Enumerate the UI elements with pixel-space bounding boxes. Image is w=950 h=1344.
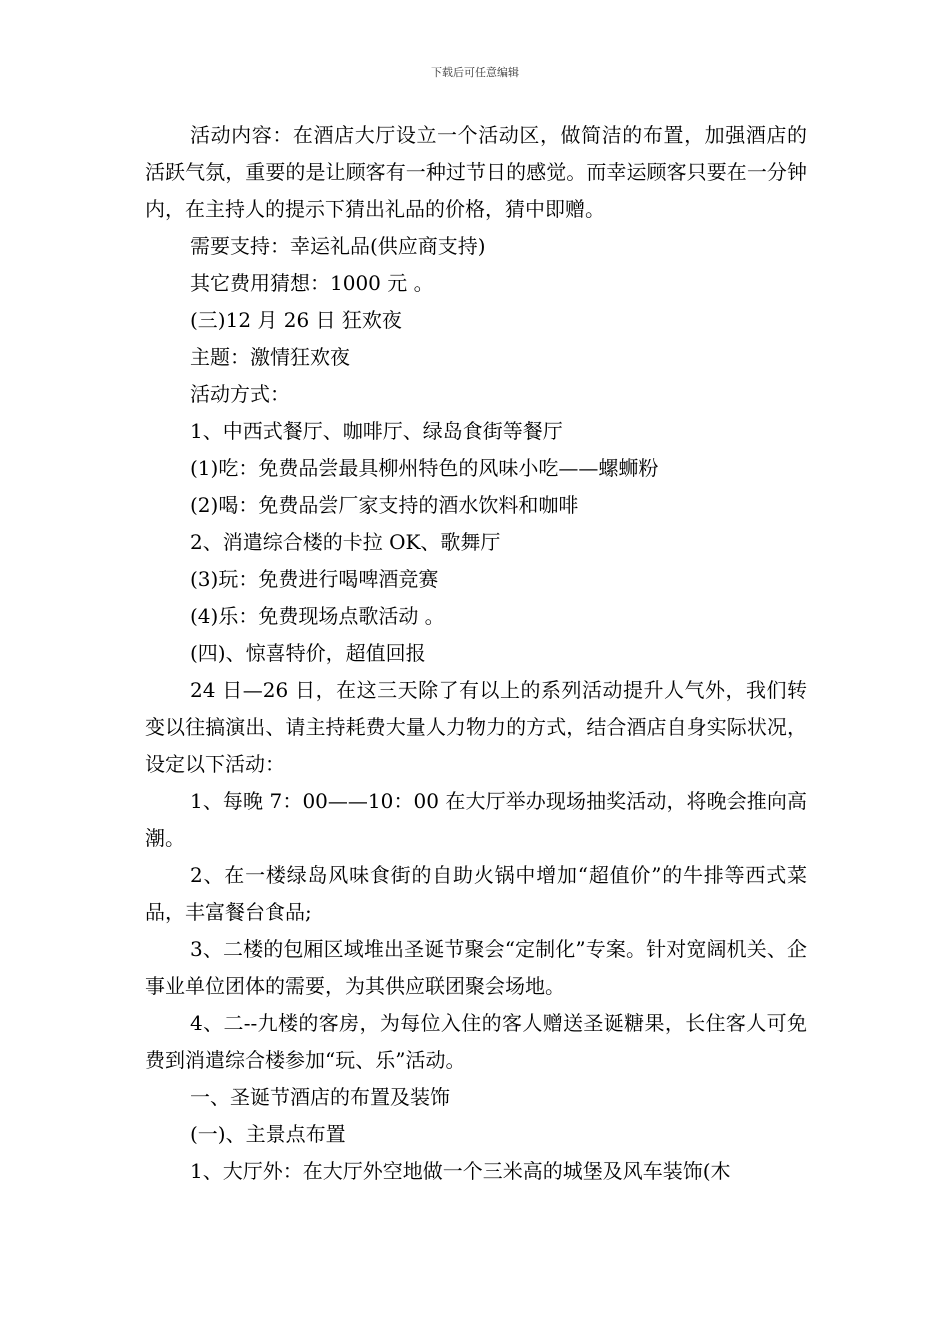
section-heading-main-scene: (一)、主景点布置 <box>190 1122 346 1146</box>
list-item-restaurants: 1、中西式餐厅、咖啡厅、绿岛食街等餐厅 <box>190 419 563 443</box>
paragraph-activity-content: 活动内容：在酒店大厅设立一个活动区，做简洁的布置，加强酒店的活跃气氛，重要的是让顾客有一种过节日的感觉。而幸运顾客只要在一分钟内，在主持人的提示下猜出礼品的价格，猜中即赠。 <box>145 123 807 221</box>
section-heading-carnival-night: (三)12 月 26 日 狂欢夜 <box>190 308 402 332</box>
paragraph-three-days: 24 日—26 日，在这三天除了有以上的系列活动提升人气外，我们转变以往搞演出、请主持耗费大量人力物力的方式，结合酒店自身实际状况，设定以下活动： <box>145 678 807 776</box>
list-item-lobby-exterior: 1、大厅外：在大厅外空地做一个三米高的城堡及风车装饰(木 <box>190 1159 731 1183</box>
list-item-nightly-lottery: 1、每晚 7：00——10：00 在大厅举办现场抽奖活动，将晚会推向高潮。 <box>145 789 807 850</box>
document-body <box>145 117 807 1190</box>
list-item-entertainment-building: 2、消遣综合楼的卡拉 OK、歌舞厅 <box>190 530 501 554</box>
page-header: 下载后可任意编辑 <box>431 66 519 79</box>
paragraph-other-costs: 其它费用猜想：1000 元 。 <box>190 271 434 295</box>
list-item-play: (3)玩：免费进行喝啤酒竞赛 <box>190 567 439 591</box>
paragraph-activity-method: 活动方式： <box>190 382 290 406</box>
paragraph-theme: 主题：激情狂欢夜 <box>190 345 350 369</box>
list-item-guest-rooms: 4、二--九楼的客房，为每位入住的客人赠送圣诞糖果，长住客人可免费到消遣综合楼参加“玩、乐”活动。 <box>145 1011 807 1072</box>
list-item-eat: (1)吃：免费品尝最具柳州特色的风味小吃——螺蛳粉 <box>190 456 659 480</box>
list-item-private-rooms: 3、二楼的包厢区域堆出圣诞节聚会“定制化”专案。针对宽阔机关、企事业单位团体的需要，为其供应联团聚会场地。 <box>145 937 807 998</box>
list-item-hotpot-steak: 2、在一楼绿岛风味食街的自助火锅中增加“超值价”的牛排等西式菜品，丰富餐台食品; <box>145 863 807 924</box>
list-item-drink: (2)喝：免费品尝厂家支持的酒水饮料和咖啡 <box>190 493 579 517</box>
section-heading-surprise-specials: (四)、惊喜特价，超值回报 <box>190 641 426 665</box>
list-item-fun: (4)乐：免费现场点歌活动 。 <box>190 604 445 628</box>
section-heading-decoration: 一、圣诞节酒店的布置及装饰 <box>190 1085 450 1109</box>
paragraph-support-needed: 需要支持：幸运礼品(供应商支持) <box>190 234 486 258</box>
